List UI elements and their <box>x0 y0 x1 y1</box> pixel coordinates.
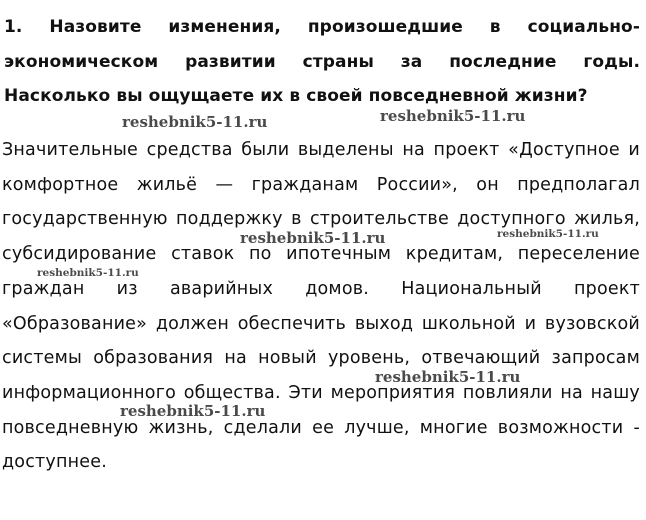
watermark: reshebnik5-11.ru <box>240 229 386 247</box>
answer-text: Значительные средства были выделены на проект «Доступное и комфортное жильё — гражданам России», он предполагал государственную поддержку в строительстве доступного жилья, субсидирование ставок по ипотечным кредитам, переселение граждан из аварийных домов. Национальный проект «Образование» должен обеспечить выход школьной и вузовской системы образования на новый уровень, отвечающий запросам информационного общества. Эти мероприятия повлияли на нашу повседневную жизнь, сделали ее лучше, многие возможности - доступнее. <box>2 140 640 473</box>
watermark: reshebnik5-11.ru <box>37 267 139 279</box>
watermark: reshebnik5-11.ru <box>380 107 526 125</box>
watermark: reshebnik5-11.ru <box>375 368 521 386</box>
watermark: reshebnik5-11.ru <box>497 228 599 240</box>
watermark: reshebnik5-11.ru <box>120 402 266 420</box>
question-text: 1. Назовите изменения, произошедшие в социально-экономическом развитии страны за последние годы. Насколько вы ощущаете их в своей повседневной жизни? <box>4 17 640 106</box>
watermark: reshebnik5-11.ru <box>122 113 268 131</box>
